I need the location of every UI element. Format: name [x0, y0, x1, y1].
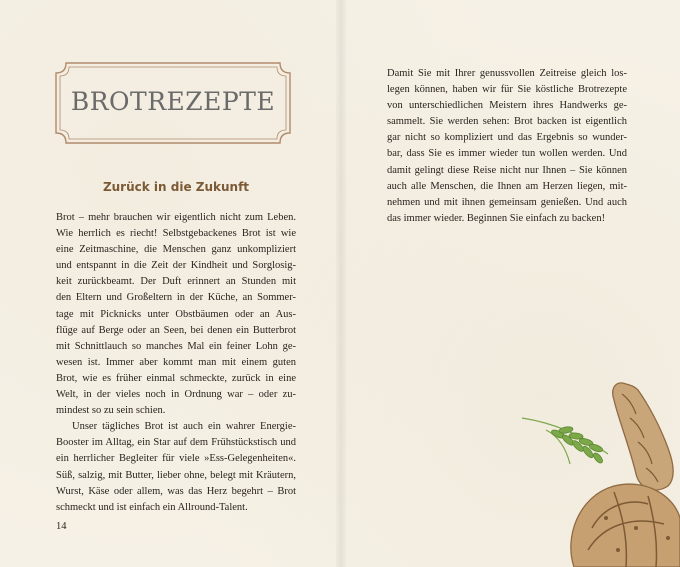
text-line: tage mit Picknicks unter Obstbäumen oder an Aus- — [56, 308, 296, 320]
text-line: das immer wieder. Beginnen Sie einfach zu backen! — [387, 212, 606, 224]
text-line: Wurst, Käse oder allem, was das Herz begehrt – Brot — [56, 485, 296, 497]
text-line: Süß, salzig, mit Butter, lieber ohne, belegt mit Kräutern, — [56, 469, 296, 481]
wheat-ear-icon — [522, 418, 608, 465]
text-line: ein herrlicher Begleiter für viele »Ess-Gelegenheiten«. — [56, 453, 296, 465]
text-line: Brot, wie es früher einmal schmeckte, zurück in eine — [56, 372, 296, 384]
text-line: Brot – mehr brauchen wir eigentlich nicht zum Leben. — [56, 212, 296, 223]
text-line: flüge auf Berge oder an Seen, bei denen ein Butterbrot — [56, 324, 296, 336]
bread-and-wheat-icon — [518, 378, 680, 567]
text-line: Unser tägliches Brot ist auch ein wahrer Energie- — [72, 421, 296, 433]
text-line: und entspannt in die Zeit der Kindheit und Sorglosig- — [56, 260, 296, 272]
text-line: gar nicht so kompliziert und das Ergebnis so wunder- — [387, 132, 627, 144]
text-line: den Eltern und Großeltern in der Küche, an Sommer- — [56, 292, 296, 304]
book-gutter — [336, 0, 346, 567]
text-line: auch alle Menschen, die Ihnen am Herzen liegen, mit- — [387, 180, 627, 192]
text-line: damit gelingt diese Reise nicht nur Ihnen – Sie können — [387, 164, 627, 176]
text-line: Booster im Alltag, ein Star auf dem Frühstückstisch und — [56, 437, 296, 449]
text-line: Welt, in der vieles noch in Ordnung war – oder zu- — [56, 389, 296, 401]
text-line: nehmen und mit ihnen gemeinsam genießen. Und auch — [387, 196, 627, 208]
text-line: mindest so zu sein schien. — [56, 405, 166, 417]
text-line: keit zurückbeamt. Der Duft erinnert an Stunden mit — [56, 276, 296, 288]
left-column-text — [56, 210, 296, 516]
text-line: Damit Sie mit Ihrer genussvollen Zeitreise gleich los- — [387, 68, 627, 79]
text-line: bar, dass Sie es immer wieder tun wollen werden. Und — [387, 148, 627, 160]
text-line: von unterschiedlichen Meistern ihres Handwerks ge- — [387, 100, 627, 112]
right-column-text — [387, 66, 627, 227]
round-loaf-icon — [571, 484, 680, 567]
title-frame — [54, 61, 292, 145]
baguette-icon — [613, 383, 674, 490]
section-heading: Zurück in die Zukunft — [102, 180, 250, 194]
page-title: BROTREZEPTE — [70, 87, 276, 116]
text-line: wesen ist. Immer aber kommt man mit einem guten — [56, 356, 296, 368]
text-line: eine Zeitmaschine, die Menschen ganz unkompliziert — [56, 244, 296, 256]
text-line: sammelt. Sie werden sehen: Brot backen ist eigentlich — [387, 116, 627, 128]
text-line: mit Schnittlauch so manches Mal ein feiner Lohn ge- — [56, 340, 296, 352]
text-line: legen können, haben wir für Sie köstliche Brotrezepte — [387, 84, 627, 96]
text-line: Wie herrlich es riecht! Selbstgebackenes Brot ist wie — [56, 228, 296, 240]
page-number: 14 — [56, 521, 67, 532]
text-line: schmeckt und ist einfach ein Allround-Talent. — [56, 501, 248, 513]
